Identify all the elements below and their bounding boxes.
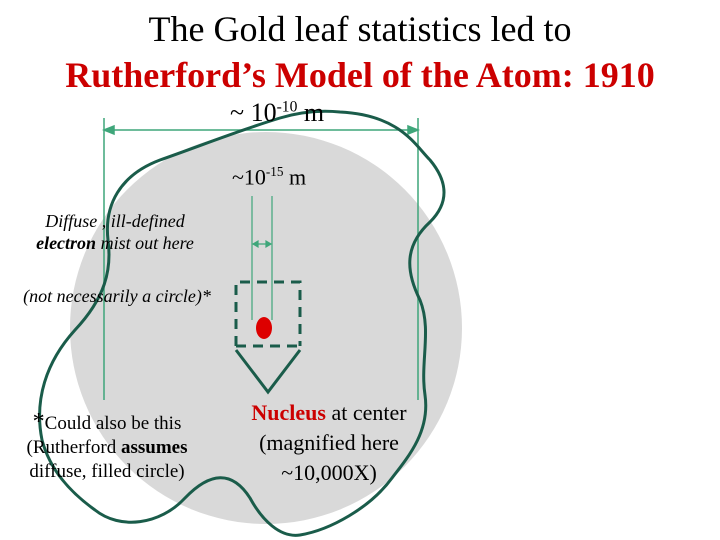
could-text: Could also be this (Rutherford (26, 413, 182, 458)
could-assumes-word: assumes (120, 437, 188, 458)
could-end-text: diffuse, filled circle) (29, 461, 185, 482)
diffuse-electron-word: electron (36, 233, 97, 253)
nucleus-note (222, 398, 436, 488)
diffuse-line-2: mist out here (96, 233, 194, 253)
nucleus-word: Nucleus (251, 400, 326, 425)
atom-size-unit: m (297, 98, 325, 127)
not-circle-note: (not necessarily a circle)* (23, 286, 211, 306)
atom-size-prefix: ~ 10 (230, 98, 277, 127)
could-asterisk: * (32, 409, 45, 435)
nucleus-size-label (232, 164, 306, 190)
diffuse-mist-label (10, 210, 220, 254)
diffuse-line-1: Diffuse , ill-defined (45, 211, 185, 231)
could-also-be-note (14, 410, 200, 484)
atom-size-exponent: -10 (276, 98, 298, 116)
nucleus-size-prefix: ~10 (232, 164, 266, 190)
nucleus-size-unit: m (283, 164, 307, 190)
title-line-2: Rutherford’s Model of the Atom: 1910 (65, 55, 655, 95)
title-line-1: The Gold leaf statistics led to (148, 9, 572, 49)
nucleus-size-exponent: -15 (265, 164, 284, 179)
nucleus-dot (256, 317, 272, 339)
nucleus-note-text: at center (magnified here ~10,000X) (259, 400, 407, 485)
atom-size-label (230, 98, 324, 128)
